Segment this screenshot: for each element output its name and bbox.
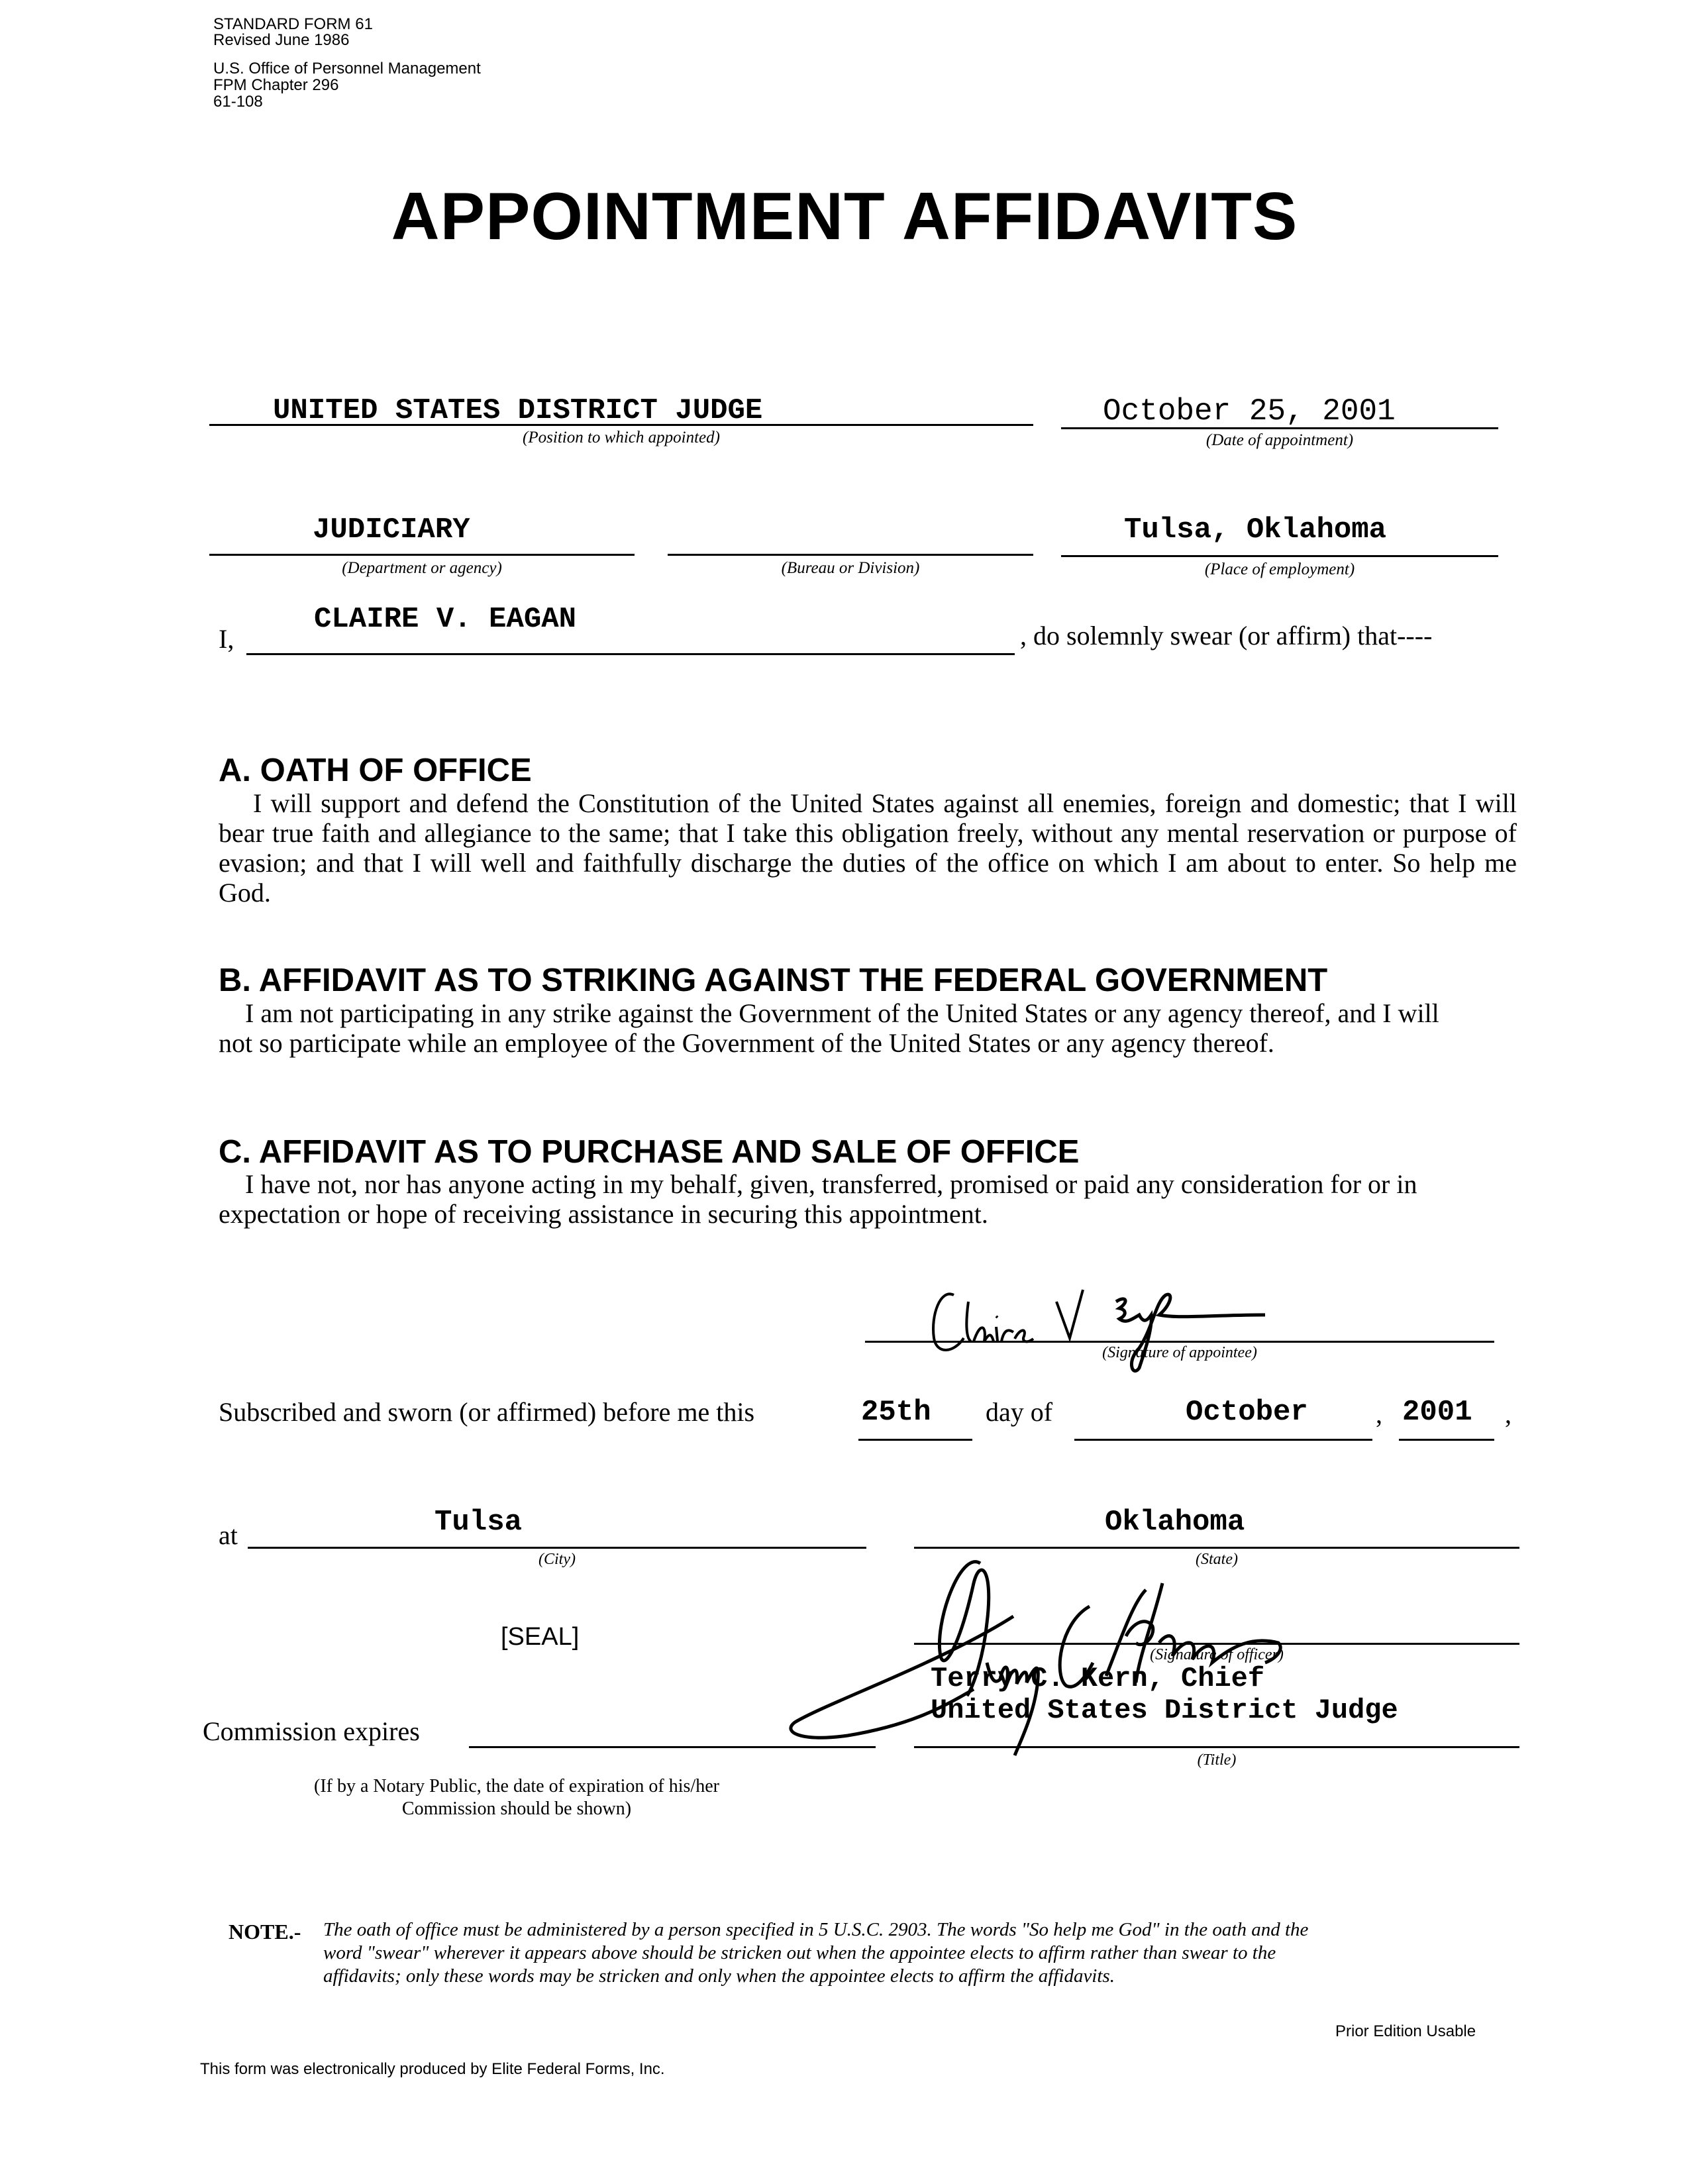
officer-title-underline [914, 1746, 1519, 1748]
sworn-trailing-comma: , [1505, 1399, 1511, 1429]
section-c-heading: C. AFFIDAVIT AS TO PURCHASE AND SALE OF OFFICE [219, 1134, 1080, 1170]
affiant-name-field[interactable]: CLAIRE V. EAGAN [314, 603, 577, 636]
place-field[interactable]: Tulsa, Oklahoma [1124, 513, 1387, 546]
sworn-day-underline [858, 1439, 972, 1441]
section-c-text [219, 1169, 1490, 1229]
affiant-name-underline [246, 653, 1015, 655]
note-line-1: The oath of office must be administered by a person specified in 5 U.S.C. 2903. The words "So help me God" in the oath and the [323, 1919, 1309, 1940]
department-field[interactable]: JUDICIARY [313, 513, 470, 546]
position-underline [209, 424, 1033, 426]
note-text [323, 1918, 1308, 1988]
prior-edition-note: Prior Edition Usable [1335, 2022, 1476, 2040]
date-underline [1061, 427, 1498, 429]
revised-date: Revised June 1986 [213, 31, 350, 49]
position-field[interactable]: UNITED STATES DISTRICT JUDGE [273, 394, 763, 427]
seal-label: [SEAL] [501, 1623, 580, 1651]
commission-hint-line-1: (If by a Notary Public, the date of expiration of his/her [314, 1776, 719, 1796]
section-a-text [219, 788, 1517, 908]
note-label: NOTE.- [229, 1920, 301, 1944]
state-field[interactable]: Oklahoma [1105, 1506, 1245, 1539]
sworn-year-underline [1399, 1439, 1494, 1441]
officer-name: Terry C. Kern, Chief [931, 1663, 1265, 1694]
state-caption: (State) [1196, 1551, 1238, 1568]
commission-label: Commission expires [203, 1716, 420, 1746]
oath-intro-text: , do solemnly swear (or affirm) that---- [1020, 621, 1433, 650]
officer-title-value[interactable]: United States District Judge [931, 1694, 1398, 1726]
commission-hint [252, 1775, 782, 1820]
note-line-2: word "swear" wherever it appears above should be stricken out when the appointee elects to affirm rather than swear to the [323, 1942, 1276, 1963]
sworn-lead-text: Subscribed and sworn (or affirmed) before me this [219, 1397, 755, 1427]
sworn-comma: , [1376, 1399, 1382, 1429]
place-caption: (Place of employment) [1204, 560, 1355, 578]
section-b-body: I am not participating in any strike against the Government of the United States or any agency thereof, and I will not so participate while an employee of the Government of the United States or any agency thereof. [219, 998, 1439, 1058]
fpm-chapter: FPM Chapter 296 [213, 76, 339, 94]
officer-signature-caption: (Signature of officer) [1150, 1646, 1284, 1663]
officer-title-caption: (Title) [1197, 1751, 1237, 1769]
appointee-signature-caption: (Signature of appointee) [1102, 1344, 1257, 1361]
officer-signature-underline [914, 1643, 1519, 1645]
at-label: at [219, 1520, 238, 1550]
department-underline [209, 554, 635, 556]
position-caption: (Position to which appointed) [523, 429, 720, 446]
commission-underline [469, 1746, 876, 1748]
section-b-text [219, 998, 1477, 1058]
note-line-3: affidavits; only these words may be stricken and only when the appointee elects to affirm the affidavits. [323, 1965, 1115, 1987]
city-field[interactable]: Tulsa [435, 1506, 523, 1539]
section-b-heading: B. AFFIDAVIT AS TO STRIKING AGAINST THE FEDERAL GOVERNMENT [219, 962, 1328, 998]
city-underline [248, 1547, 866, 1549]
sworn-month-underline [1074, 1439, 1372, 1441]
place-underline [1061, 555, 1498, 557]
producer-note: This form was electronically produced by Elite Federal Forms, Inc. [200, 2060, 665, 2078]
department-caption: (Department or agency) [342, 559, 502, 577]
commission-hint-line-2: Commission should be shown) [401, 1798, 632, 1819]
page-title: APPOINTMENT AFFIDAVITS [391, 180, 1298, 254]
bureau-underline [668, 554, 1033, 556]
appointee-signature-underline [865, 1341, 1494, 1343]
issuing-agency: U.S. Office of Personnel Management [213, 60, 481, 78]
city-caption: (City) [538, 1551, 576, 1568]
affiant-prefix: I, [219, 624, 234, 654]
section-a-body: I will support and defend the Constitution of the United States against all enemies, foreign and domestic; that I will bear true faith and allegiance to the same; that I take this obligation freely, without any mental reservation or purpose of evasion; and that I will well and faithfully discharge the duties of the office on which I am about to enter. So help me God. [219, 788, 1517, 908]
section-a-heading: A. OATH OF OFFICE [219, 753, 532, 788]
sworn-day-of-text: day of [986, 1397, 1053, 1427]
sworn-year-field[interactable]: 2001 [1402, 1396, 1472, 1429]
sworn-day-field[interactable]: 25th [861, 1396, 931, 1429]
form-number: STANDARD FORM 61 [213, 15, 373, 33]
form-code: 61-108 [213, 93, 263, 111]
date-caption: (Date of appointment) [1205, 431, 1354, 449]
sworn-month-field[interactable]: October [1186, 1396, 1308, 1429]
bureau-caption: (Bureau or Division) [781, 559, 920, 577]
section-c-body: I have not, nor has anyone acting in my behalf, given, transferred, promised or paid any consideration for or in expectation or hope of receiving assistance in securing this appointment. [219, 1169, 1417, 1229]
date-field[interactable]: October 25, 2001 [1103, 394, 1396, 429]
